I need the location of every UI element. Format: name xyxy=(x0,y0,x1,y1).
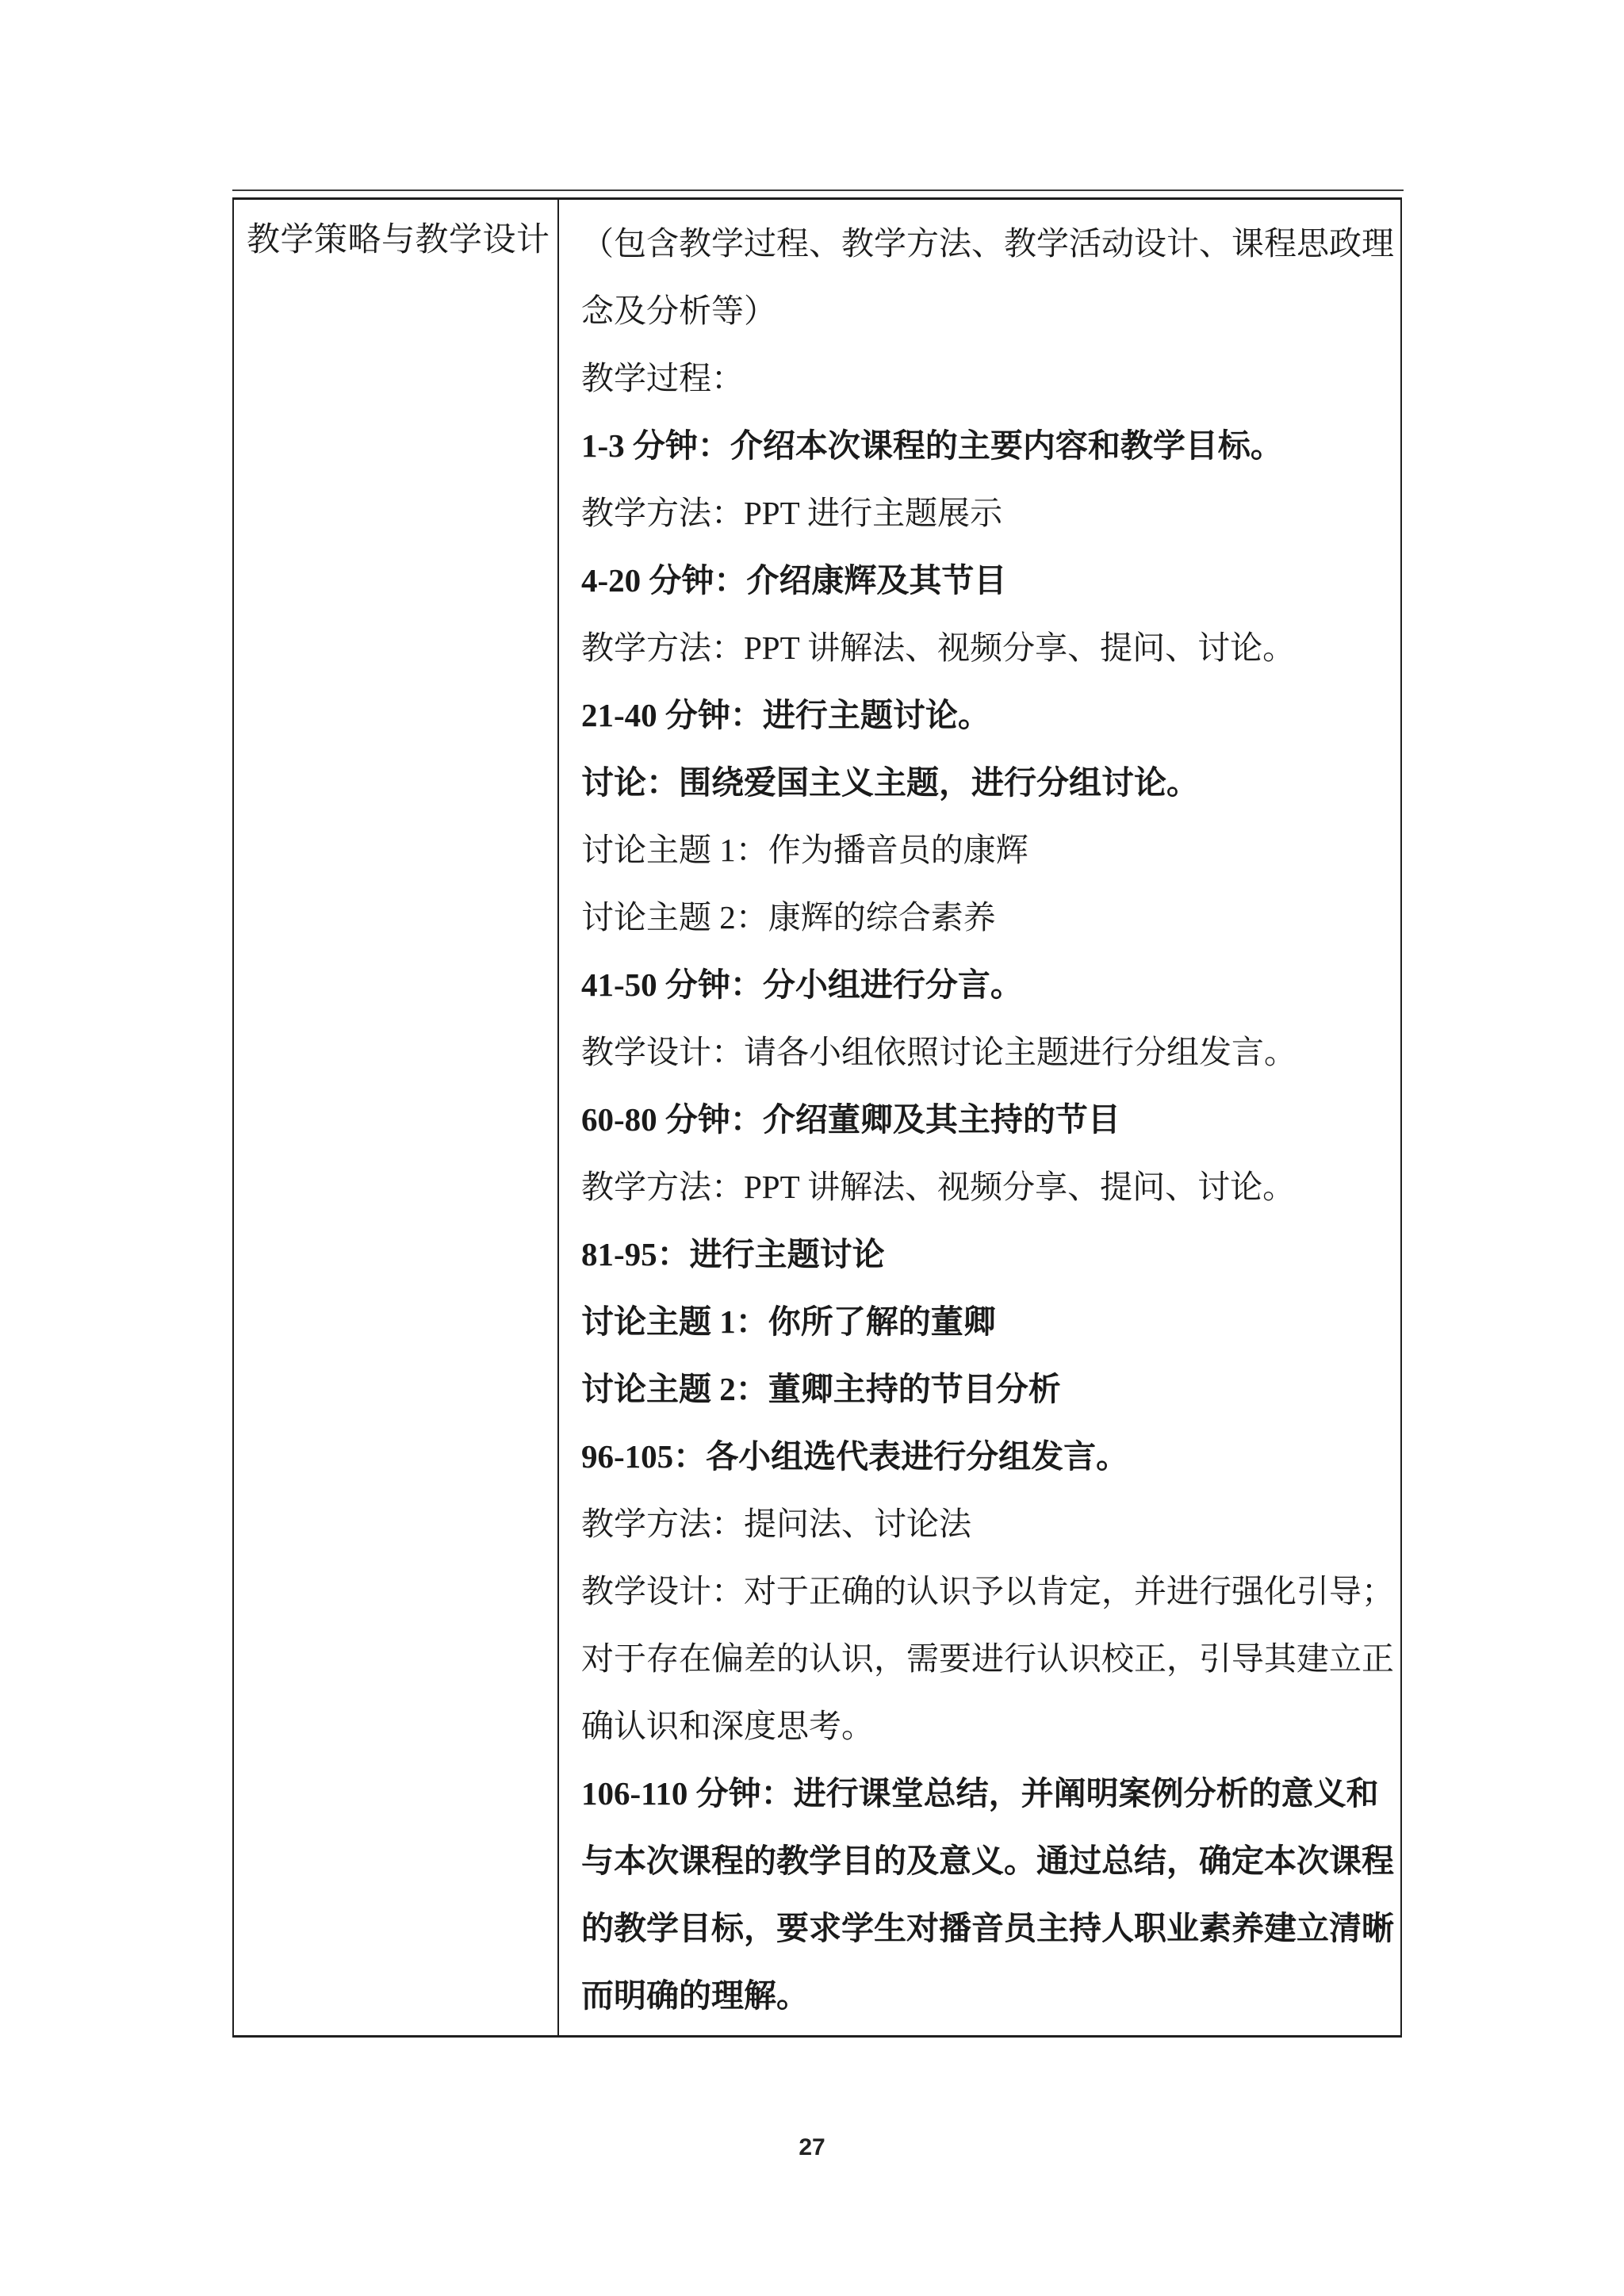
content-line: 教学设计：请各小组依照讨论主题进行分组发言。 xyxy=(581,1034,1297,1070)
table-top-hairline xyxy=(232,189,1404,191)
content-line: 对于存在偏差的认识，需要进行认识校正，引导其建立正 xyxy=(581,1640,1394,1677)
content-line: 60-80 分钟：介绍董卿及其主持的节目 xyxy=(581,1101,1120,1138)
content-line: 96-105：各小组选代表进行分组发言。 xyxy=(581,1438,1129,1475)
content-line: 教学过程： xyxy=(581,360,744,396)
table-cell-content xyxy=(559,200,1400,2035)
content-line: 确认识和深度思考。 xyxy=(581,1708,874,1744)
content-line: 讨论主题 1：你所了解的董卿 xyxy=(581,1303,996,1340)
table-cell-row-header xyxy=(234,200,559,2035)
content-line: （包含教学过程、教学方法、教学活动设计、课程思政理 xyxy=(581,225,1394,262)
content-line: 教学方法：提问法、讨论法 xyxy=(581,1506,971,1542)
content-line: 讨论主题 1：作为播音员的康辉 xyxy=(581,832,1028,868)
page-number: 27 xyxy=(799,2134,825,2160)
content-line: 的教学目标，要求学生对播音员主持人职业素养建立清晰 xyxy=(581,1910,1394,1946)
content-line: 与本次课程的教学目的及意义。通过总结，确定本次课程 xyxy=(581,1843,1394,1879)
content-line: 教学方法：PPT 讲解法、视频分享、提问、讨论。 xyxy=(581,1169,1296,1205)
content-line: 21-40 分钟：进行主题讨论。 xyxy=(581,697,990,733)
content-line: 41-50 分钟：分小组进行分言。 xyxy=(581,966,1023,1003)
content-line: 1-3 分钟：介绍本次课程的主要内容和教学目标。 xyxy=(581,427,1283,464)
content-line: 讨论：围绕爱国主义主题，进行分组讨论。 xyxy=(581,764,1199,801)
content-line: 而明确的理解。 xyxy=(581,1977,809,2014)
content-line: 教学设计：对于正确的认识予以肯定，并进行强化引导； xyxy=(581,1573,1394,1609)
content-line: 106-110 分钟：进行课堂总结，并阐明案例分析的意义和 xyxy=(581,1775,1379,1812)
content-line: 4-20 分钟：介绍康辉及其节目 xyxy=(581,562,1007,599)
content-line: 教学方法：PPT 讲解法、视频分享、提问、讨论。 xyxy=(581,629,1296,666)
content-line: 讨论主题 2：康辉的综合素养 xyxy=(581,899,996,936)
content-line: 教学方法：PPT 进行主题展示 xyxy=(581,495,1003,531)
content-line: 81-95：进行主题讨论 xyxy=(581,1236,885,1272)
lesson-plan-table xyxy=(232,197,1402,2038)
row-header-label: 教学策略与教学设计 xyxy=(247,222,550,258)
content-line: 念及分析等） xyxy=(581,293,776,329)
content-line: 讨论主题 2：董卿主持的节目分析 xyxy=(581,1371,1061,1407)
